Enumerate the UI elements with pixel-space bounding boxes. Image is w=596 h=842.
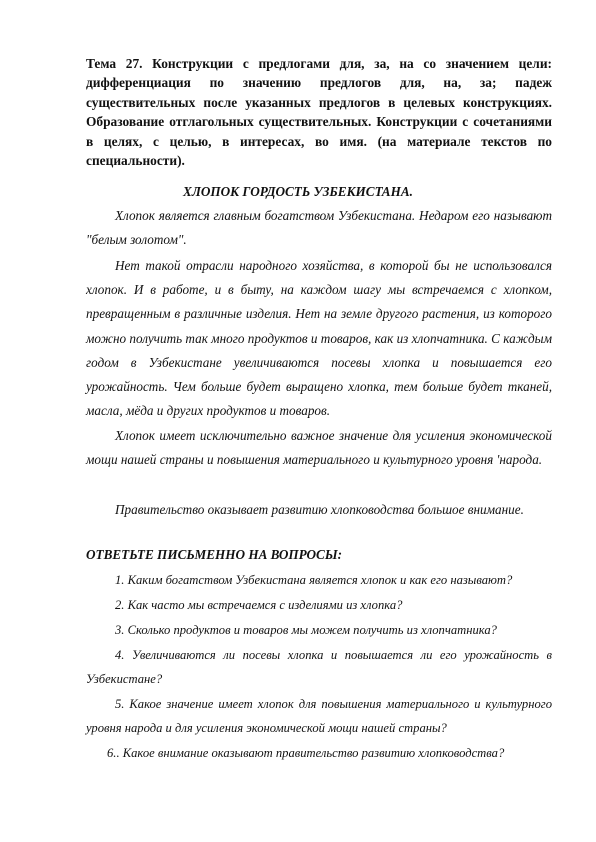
question-6: 6.. Какое внимание оказывают правительство развитию хлопководства?	[107, 746, 505, 760]
paragraph-1: Хлопок является главным богатством Узбекистана. Недаром его называют "белым золотом".	[86, 208, 552, 248]
paragraph-3: Хлопок имеет исключительно важное значение для усиления экономической мощи нашей страны и повышения материального и культурного уровня 'народа.	[86, 428, 552, 468]
topic-heading: Тема 27. Конструкции с предлогами для, за, на со значением цели: дифференциация по значению предлогов для, на, за; падеж существительных после указанных предлогов в целевых конструкциях. Образование отглагольных существительных. Конструкции с сочетаниями в целях, с целью, в интересах, во имя. (на материале текстов по специальности).	[86, 56, 552, 169]
questions-heading: ОТВЕТЬТЕ ПИСЬМЕННО НА ВОПРОСЫ:	[86, 547, 343, 562]
paragraph-4: Правительство оказывает развитию хлопководства большое внимание.	[115, 502, 524, 517]
question-4: 4. Увеличиваются ли посевы хлопка и повышается ли его урожайность в Узбекистане?	[86, 648, 552, 687]
text-title: ХЛОПОК ГОРДОСТЬ УЗБЕКИСТАНА.	[183, 184, 413, 199]
question-1: 1. Каким богатством Узбекистана является хлопок и как его называют?	[115, 573, 513, 587]
question-3: 3. Сколько продуктов и товаров мы можем получить из хлопчатника?	[115, 623, 497, 637]
question-2: 2. Как часто мы встречаемся с изделиями из хлопка?	[115, 598, 403, 612]
question-5: 5. Какое значение имеет хлопок для повышения материального и культурного уровня народа и для усиления экономической мощи нашей страны?	[86, 697, 552, 736]
paragraph-2: Нет такой отрасли народного хозяйства, в которой бы не использовался хлопок. И в работе, и в быту, на каждом шагу мы встречаемся с хлопком, превращенным в различные изделия. Нет на земле другого растения, из которого можно получить так много продуктов и товаров, как из хлопчатника. С каждым годом в Узбекистане увеличиваются посевы хлопка и повышается его урожайность. Чем больше будет выращено хлопка, тем больше будет тканей, масла, мёда и других продуктов и товаров.	[86, 258, 552, 419]
